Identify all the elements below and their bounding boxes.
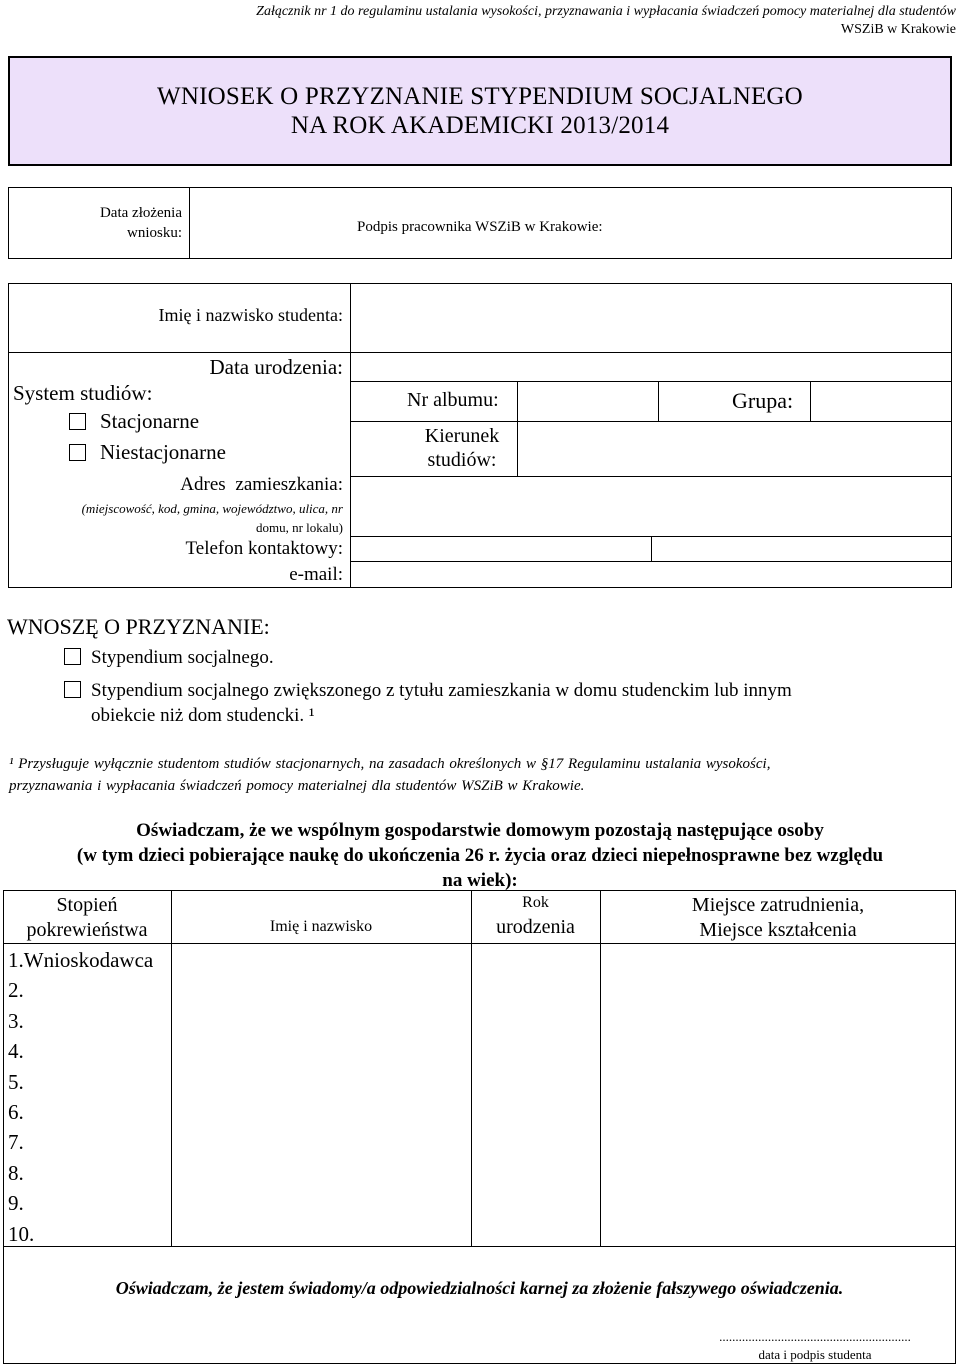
form-title [10, 82, 950, 140]
divider [3, 943, 956, 944]
submission-date-label: Data złożenia wniosku: [99, 205, 182, 241]
footnote [9, 753, 955, 797]
full-time-checkbox[interactable] [69, 413, 86, 430]
divider [350, 283, 351, 588]
field-of-study-label [398, 424, 526, 472]
attachment-note [0, 3, 956, 39]
divider [350, 561, 952, 562]
full-time-label: Stacjonarne [100, 409, 200, 433]
study-system-label: System studiów: [13, 381, 153, 405]
social-scholarship-checkbox[interactable] [64, 648, 81, 665]
household-rows [8, 945, 153, 1249]
phone-label: Telefon kontaktowy: [185, 538, 343, 559]
form-title-line2: NA ROK AKADEMICKI 2013/2014 [290, 112, 670, 139]
table-row: 2. [8, 978, 24, 1003]
signature-label: data i podpis studenta [758, 1347, 872, 1362]
email-label: e-mail: [289, 564, 343, 585]
option-full-time[interactable] [69, 409, 199, 434]
option-increased-scholarship[interactable] [64, 678, 959, 728]
address-hint [5, 499, 343, 537]
col-workplace-header-line1: Miejsce zatrudnienia, [691, 894, 865, 916]
household-heading-line2: (w tym dzieci pobierające naukę do ukończenia 26 r. życia oraz dzieci niepełnosprawne bez względu [76, 845, 884, 866]
signature-area [680, 1328, 950, 1364]
increased-scholarship-label-line2: obiekcie niż dom studencki. ¹ [91, 705, 315, 726]
request-heading: WNOSZĘ O PRZYZNANIE: [7, 614, 270, 639]
address-hint-line2: domu, nr lokalu) [255, 520, 343, 535]
divider [8, 352, 952, 353]
household-heading-line3: na wiek): [442, 870, 518, 891]
attachment-note-line1: Załącznik nr 1 do regulaminu ustalania wysokości, przyznawania i wypłacania świadczeń pomocy materialnej dla studentów [256, 4, 956, 19]
divider [651, 536, 652, 561]
col-birth-year-header-line2: urodzenia [496, 916, 575, 938]
divider [189, 187, 190, 259]
table-row: 8. [8, 1160, 24, 1185]
field-of-study-label-line1: Kierunek [424, 425, 500, 447]
divider [350, 381, 952, 382]
album-number-label: Nr albumu: [407, 389, 499, 411]
col-workplace-header-line2: Miejsce kształcenia [699, 919, 857, 941]
liability-declaration: Oświadczam, że jestem świadomy/a odpowiedzialności karnej za złożenie fałszywego oświadczenia. [115, 1278, 844, 1298]
divider [658, 381, 659, 421]
attachment-note-line2: WSZiB w Krakowie [840, 22, 956, 37]
table-row: 10. [8, 1221, 35, 1246]
address-label: Adres zamieszkania: [180, 474, 343, 495]
field-of-study-label-line2: studiów: [427, 449, 497, 471]
part-time-label: Niestacjonarne [100, 440, 226, 464]
option-social-scholarship[interactable] [64, 647, 274, 669]
col-workplace-header [600, 893, 956, 943]
address-hint-line1: (miejscowość, kod, gmina, województwo, ulica, nr [81, 501, 343, 516]
table-row: 3. [8, 1008, 24, 1033]
staff-signature-label: Podpis pracownika WSZiB w Krakowie: [357, 219, 603, 235]
household-heading [0, 818, 960, 893]
col-birth-year-header [471, 891, 600, 939]
increased-scholarship-checkbox[interactable] [64, 681, 81, 698]
footnote-line1: ¹ Przysługuje wyłącznie studentom studiów stacjonarnych, na zasadach określonych w §17 Regulaminu ustalania wysokości, [9, 756, 771, 772]
household-heading-line1: Oświadczam, że we wspólnym gospodarstwie domowym pozostają następujące osoby [136, 820, 824, 841]
group-label: Grupa: [732, 388, 794, 413]
form-title-box [8, 56, 952, 166]
divider [810, 381, 811, 421]
birth-date-label: Data urodzenia: [209, 355, 343, 379]
table-row: 9. [8, 1191, 24, 1216]
col-relationship-header-line2: pokrewieństwa [26, 919, 148, 941]
increased-scholarship-label-line1: Stypendium socjalnego zwiększonego z tytułu zamieszkania w domu studenckim lub innym [91, 680, 792, 701]
student-name-label: Imię i nazwisko studenta: [158, 305, 343, 325]
divider [350, 476, 952, 477]
part-time-checkbox[interactable] [69, 444, 86, 461]
col-relationship-header-line1: Stopień [56, 894, 118, 916]
table-row: 4. [8, 1039, 24, 1064]
form-title-line1: WNIOSEK O PRZYZNANIE STYPENDIUM SOCJALNEGO [157, 83, 803, 110]
table-row: 6. [8, 1100, 24, 1125]
col-birth-year-header-line1: Rok [522, 894, 549, 911]
col-name-header: Imię i nazwisko [269, 918, 373, 935]
table-row: 7. [8, 1130, 24, 1155]
col-relationship-header [3, 893, 171, 943]
divider [350, 421, 952, 422]
signature-dots: ........................................................... [719, 1329, 911, 1344]
option-part-time[interactable] [69, 440, 226, 465]
table-row: 5. [8, 1069, 24, 1094]
footnote-line2: przyznawania i wypłacania świadczeń pomocy materialnej dla studentów WSZiB w Krakowie. [9, 778, 585, 794]
social-scholarship-label: Stypendium socjalnego. [91, 647, 274, 668]
table-row: 1.Wnioskodawca [8, 948, 154, 972]
